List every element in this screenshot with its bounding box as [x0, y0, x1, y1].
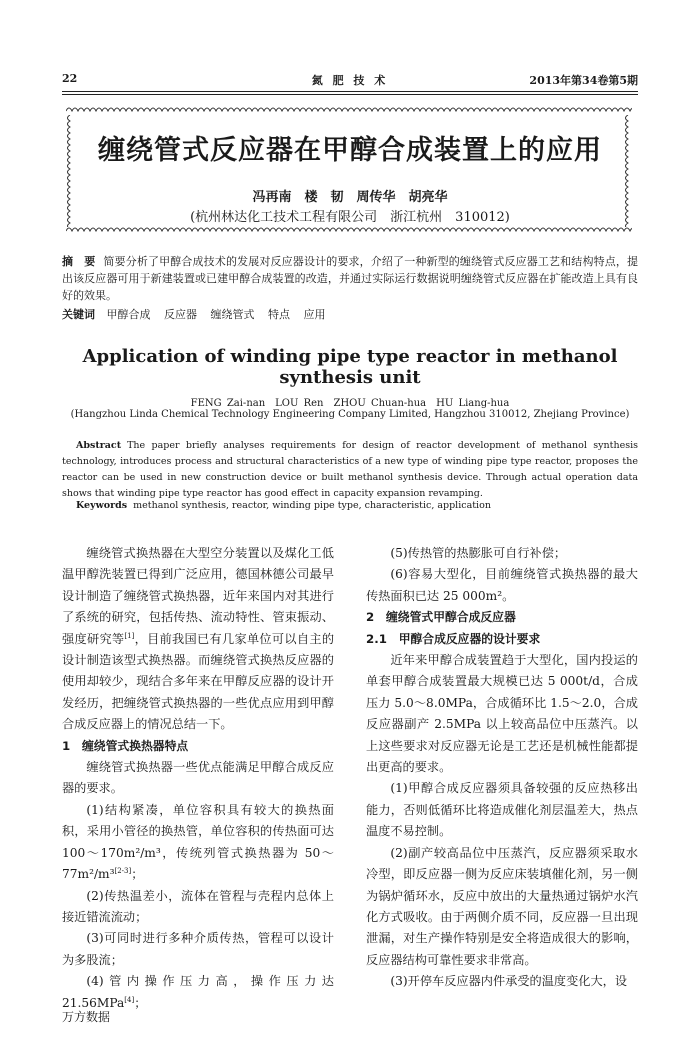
journal-name: 氮 肥 技 术: [311, 74, 389, 87]
list-item: (1)甲醇合成反应器须具备较强的反应热移出能力，否则低循环比将造成催化剂层温差大，热点温度不易控制。: [366, 781, 638, 839]
keywords-cn: [62, 306, 638, 322]
authors-cn: 冯再南 楼 韧 周传华 胡亮华: [252, 190, 448, 205]
keywords-en-label: Keywords: [76, 500, 128, 511]
list-item: (3)开停车反应器内件承受的温度变化大，设: [390, 974, 628, 989]
affiliation-en: (Hangzhou Linda Chemical Technology Engineering Company Limited, Hangzhou 310012, Zhejiang Province): [70, 409, 630, 420]
abstract-en: [62, 438, 638, 502]
issue-info: 2013年第34卷第5期: [529, 74, 638, 87]
page-number: 22: [62, 72, 78, 85]
keyword-cn: 甲醇合成: [106, 308, 151, 321]
keywords-en-text: methanol synthesis, reactor, winding pipe type, characteristic, application: [133, 500, 491, 511]
list-item: (3)可同时进行多种介质传热，管程可以设计为多股流；: [62, 931, 334, 967]
keywords-en: [62, 500, 638, 511]
keywords-cn-label: 关键词: [62, 308, 95, 321]
section-heading-1: 1 缠绕管式换热器特点: [62, 738, 189, 753]
body-column-left: [62, 543, 334, 1014]
abstract-cn-text: 简要分析了甲醇合成技术的发展对反应器设计的要求，介绍了一种新型的缠绕管式反应器工艺和结构特点，提出该反应器可用于新建装置或已建甲醇合成装置的改造，并通过实际运行数据说明缠绕管式反应器在扩能改造上具有良好的效果。: [62, 255, 638, 302]
paragraph: 近年来甲醇合成装置趋于大型化，国内投运的单套甲醇合成装置最大规模已达 5 000t/d，合成压力 5.0～8.0MPa，合成循环比 1.5～2.0，合成反应器副产 2.5MPa 以上较高品位中压蒸汽。以上这些要求对反应器无论是工艺还是机械性能都提出更高的要求。: [366, 653, 638, 775]
list-item: (5)传热管的热膨胀可自行补偿；: [390, 546, 567, 560]
abstract-cn-label: 摘 要: [62, 255, 96, 268]
paragraph: 缠绕管式换热器一些优点能满足甲醇合成反应器的要求。: [62, 760, 334, 796]
abstract-en-text: The paper briefly analyses requirements for design of reactor development of methanol synthesis technology, introduces process and structural characteristics of a new type of winding pipe type reactor, proposes the reactor can be used in new construction device or built methanol synthesis device. Through actual operation data shows that winding pipe type reactor has good effect in capacity expansion revamping.: [62, 440, 638, 499]
authors-en: FENG Zai-nan LOU Ren ZHOU Chuan-hua HU Liang-hua: [190, 398, 510, 409]
article-title-en: Application of winding pipe type reactor in methanol synthesis unit: [82, 346, 618, 388]
wavy-border-bottom: [66, 225, 632, 237]
wavy-border-top: [66, 105, 632, 117]
keyword-cn: 特点: [268, 308, 290, 321]
section-heading-2: 2 缠绕管式甲醇合成反应器: [366, 610, 516, 625]
header-rule-thin: [62, 94, 638, 95]
keyword-cn: 缠绕管式: [210, 308, 255, 321]
affiliation-cn: (杭州林达化工技术工程有限公司 浙江杭州 310012): [190, 210, 510, 225]
list-item: (4)管内操作压力高，操作压力达 21.56MPa[4]；: [62, 974, 334, 1010]
list-item: (2)副产较高品位中压蒸汽，反应器须采取水冷型，即反应器一侧为反应床装填催化剂，另一侧为锅炉循环水，反应中放出的大量热通过锅炉水汽化方式吸收。由于两侧介质不同，反应器一旦出现泄漏，对生产操作特别是安全将造成很大的影响，反应器结构可靠性要求非常高。: [366, 845, 638, 967]
list-item: (2)传热温差小，流体在管程与壳程内总体上接近错流流动；: [62, 888, 334, 924]
abstract-cn: [62, 253, 638, 304]
paragraph: 缠绕管式换热器在大型空分装置以及煤化工低温甲醇洗装置已得到广泛应用，德国林德公司最早设计制造了缠绕管式换热器，近年来国内对其进行了系统的研究，包括传热、流动特性、管束振动、强度研究等[1]，目前我国已有几家单位可以自主的设计制造该型式换热器。而缠绕管式换热反应器的使用却较少，现结合多年来在甲醇反应器的设计开发经历，把缠绕管式换热器的一些优点应用到甲醇合成反应器上的情况总结一下。: [62, 546, 335, 732]
keyword-cn: 应用: [303, 308, 326, 321]
header-rule: [62, 91, 638, 92]
body-column-right: [366, 543, 638, 993]
running-header: [62, 72, 638, 90]
article-title-cn: 缠绕管式反应器在甲醇合成装置上的应用: [98, 135, 602, 166]
subsection-heading-2-1: 2.1 甲醇合成反应器的设计要求: [366, 631, 541, 646]
list-item: (6)容易大型化，目前缠绕管式换热器的最大传热面积已达 25 000m²。: [366, 567, 638, 603]
list-item: (1)结构紧凑，单位容积具有较大的换热面积，采用小管径的换热管，单位容积的传热面可达 100～170m²/m³，传统列管式换热器为 50～77m²/m³[2-3]；: [62, 802, 334, 882]
watermark-footer: 万方数据: [62, 1010, 111, 1024]
keyword-cn: 反应器: [164, 308, 197, 321]
citation: [2-3]: [114, 867, 132, 876]
abstract-en-label: Abstract: [76, 440, 122, 451]
citation: [4]: [124, 995, 135, 1004]
citation: [1]: [124, 631, 135, 640]
